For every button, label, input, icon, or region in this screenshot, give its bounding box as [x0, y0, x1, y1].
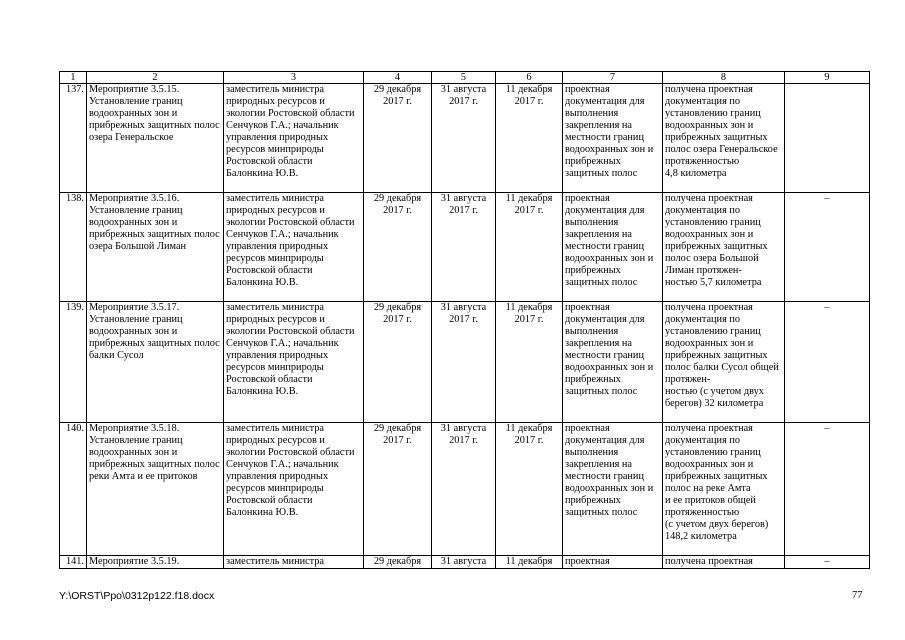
end-date-cell: 31 августа 2017 г. [432, 423, 496, 556]
end-date-cell: 31 августа 2017 г. [432, 193, 496, 302]
column-header: 4 [364, 72, 432, 84]
event-cell: Мероприятие 3.5.15. Установление границ водоохранных зон и прибрежных защитных полос озера Генеральское [87, 84, 224, 193]
column-header: 3 [224, 72, 364, 84]
responsible-cell: заместитель министра природных ресурсов и экологии Ростовской области Сенчуков Г.А.; начальник управления природных ресурсов минприроды Ростовской области Балонкина Ю.В. [224, 302, 364, 423]
row-number: 138. [60, 193, 87, 302]
start-date-cell: 29 декабря 2017 г. [364, 84, 432, 193]
column-header: 5 [432, 72, 496, 84]
note-cell: – [785, 193, 870, 302]
end-date-cell: 31 августа 2017 г. [432, 302, 496, 423]
column-header: 8 [663, 72, 785, 84]
actual-result-cell: получена проектная документация по установлению границ водоохранных зон и прибрежных защитных полос на реке Амта и ее притоков общей протяженностью (с учетом двух берегов) 148,2 километра [663, 423, 785, 556]
note-cell: – [785, 556, 870, 569]
responsible-cell: заместитель министра природных ресурсов и экологии Ростовской области Сенчуков Г.А.; начальник управления природных ресурсов минприроды Ростовской области Балонкина Ю.В. [224, 193, 364, 302]
note-cell: – [785, 423, 870, 556]
row-number: 137. [60, 84, 87, 193]
header-row [60, 72, 870, 84]
row-number: 141. [60, 556, 87, 569]
start-date-cell: 29 декабря 2017 г. [364, 193, 432, 302]
result-cell: проектная документация для выполнения закрепления на местности границ водоохранных зон и прибрежных защитных полос [563, 84, 663, 193]
deadline-cell: 11 декабря [496, 556, 563, 569]
event-cell: Мероприятие 3.5.17. Установление границ водоохранных зон и прибрежных защитных полос балки Сусол [87, 302, 224, 423]
result-cell: проектная документация для выполнения закрепления на местности границ водоохранных зон и прибрежных защитных полос [563, 193, 663, 302]
row-number: 140. [60, 423, 87, 556]
start-date-cell: 29 декабря 2017 г. [364, 423, 432, 556]
responsible-cell: заместитель министра [224, 556, 364, 569]
table-row [60, 556, 870, 569]
page-number: 77 [852, 590, 863, 601]
column-header: 7 [563, 72, 663, 84]
responsible-cell: заместитель министра природных ресурсов и экологии Ростовской области Сенчуков Г.А.; начальник управления природных ресурсов минприроды Ростовской области Балонкина Ю.В. [224, 423, 364, 556]
note-cell [785, 84, 870, 193]
responsible-cell: заместитель министра природных ресурсов и экологии Ростовской области Сенчуков Г.А.; начальник управления природных ресурсов минприроды Ростовской области Балонкина Ю.В. [224, 84, 364, 193]
column-header: 2 [87, 72, 224, 84]
actual-result-cell: получена проектная [663, 556, 785, 569]
actual-result-cell: получена проектная документация по установлению границ водоохранных зон и прибрежных защитных полос озера Большой Лиман протяжен- ностью 5,7 километра [663, 193, 785, 302]
column-header: 6 [496, 72, 563, 84]
table-row [60, 423, 870, 556]
deadline-cell: 11 декабря 2017 г. [496, 84, 563, 193]
start-date-cell: 29 декабря [364, 556, 432, 569]
deadline-cell: 11 декабря 2017 г. [496, 423, 563, 556]
column-header: 1 [60, 72, 87, 84]
result-cell: проектная документация для выполнения закрепления на местности границ водоохранных зон и прибрежных защитных полос [563, 302, 663, 423]
end-date-cell: 31 августа 2017 г. [432, 84, 496, 193]
event-cell: Мероприятие 3.5.18. Установление границ водоохранных зон и прибрежных защитных полос реки Амта и ее притоков [87, 423, 224, 556]
column-header: 9 [785, 72, 870, 84]
table-row [60, 302, 870, 423]
event-cell: Мероприятие 3.5.19. [87, 556, 224, 569]
file-path-footer: Y:\ORST\Ppo\0312p122.f18.docx [59, 590, 215, 602]
deadline-cell: 11 декабря 2017 г. [496, 302, 563, 423]
note-cell: – [785, 302, 870, 423]
table-row [60, 193, 870, 302]
result-cell: проектная документация для выполнения закрепления на местности границ водоохранных зон и прибрежных защитных полос [563, 423, 663, 556]
actual-result-cell: получена проектная документация по установлению границ водоохранных зон и прибрежных защитных полос озера Генеральское протяженностью 4,8 километра [663, 84, 785, 193]
result-cell: проектная [563, 556, 663, 569]
actual-result-cell: получена проектная документация по установлению границ водоохранных зон и прибрежных защитных полос балки Сусол общей протяжен- ностью (с учетом двух берегов) 32 километра [663, 302, 785, 423]
start-date-cell: 29 декабря 2017 г. [364, 302, 432, 423]
end-date-cell: 31 августа [432, 556, 496, 569]
row-number: 139. [60, 302, 87, 423]
table-row [60, 84, 870, 193]
event-cell: Мероприятие 3.5.16. Установление границ водоохранных зон и прибрежных защитных полос озера Большой Лиман [87, 193, 224, 302]
events-table [59, 71, 870, 569]
deadline-cell: 11 декабря 2017 г. [496, 193, 563, 302]
